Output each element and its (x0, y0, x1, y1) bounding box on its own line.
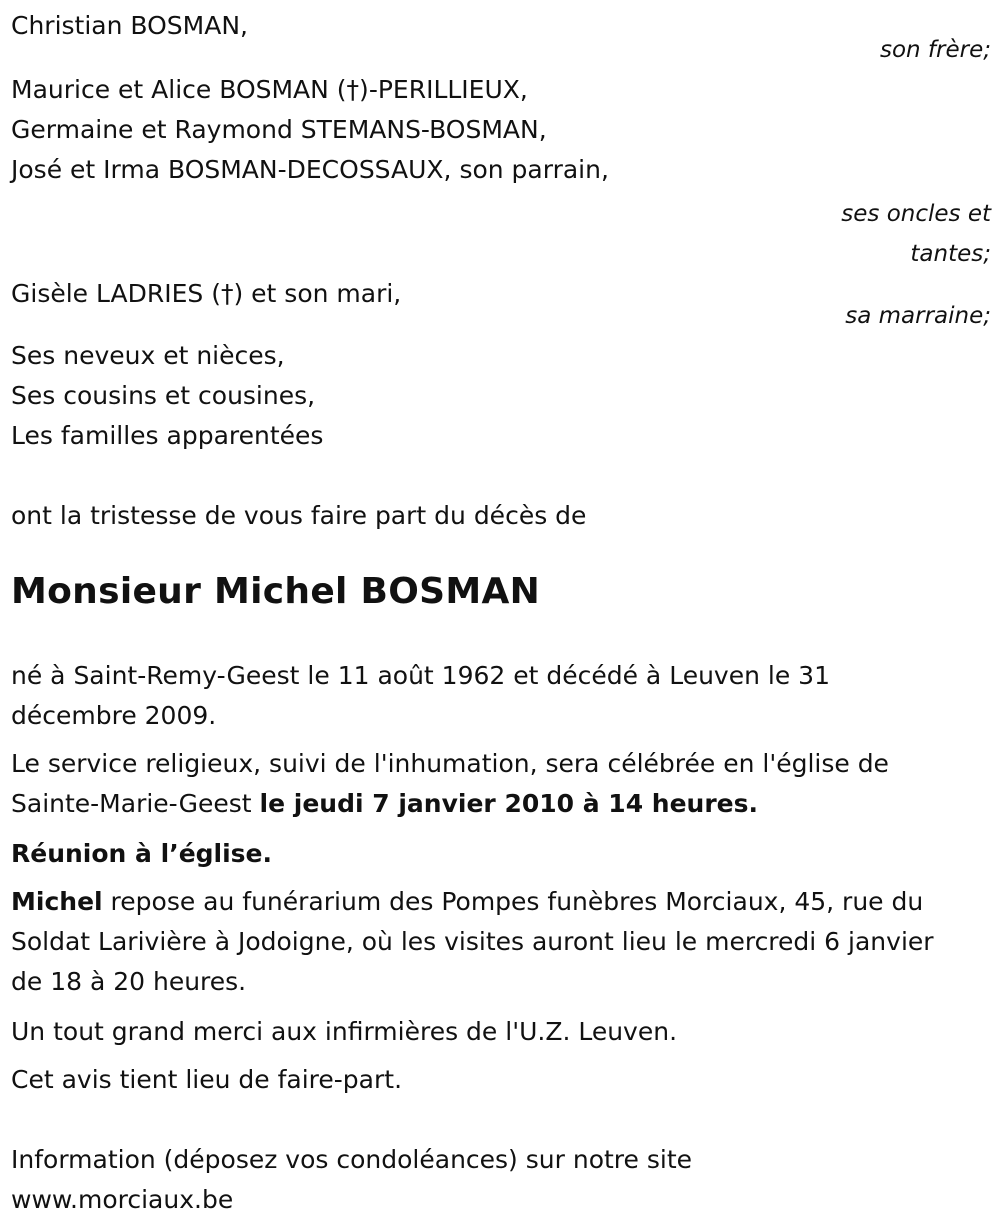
service-place: Sainte-Marie-Geest (11, 789, 260, 818)
uncles-role-line-1: ses oncles et (841, 201, 991, 227)
thanks: Un tout grand merci aux infirmières de l'U.Z. Leuven. (11, 1017, 678, 1046)
rest-line-1-text: repose au funérarium des Pompes funèbres Morciaux, 45, rue du (102, 887, 924, 916)
uncles-block (11, 70, 991, 190)
uncle-line-1: Maurice et Alice BOSMAN (†)-PERILLIEUX, (11, 75, 528, 104)
death-notice (11, 6, 991, 1220)
info-line-1: Information (déposez vos condoléances) sur notre site (11, 1145, 693, 1174)
others-line-2: Ses cousins et cousines, (11, 381, 316, 410)
godmother-name: Gisèle LADRIES (†) et son mari, (11, 279, 402, 308)
service (11, 744, 991, 824)
birth-death (11, 656, 991, 736)
service-datetime: le jeudi 7 janvier 2010 à 14 heures. (259, 789, 759, 818)
others-block (11, 336, 991, 456)
rest-line-2: Soldat Larivière à Jodoigne, où les visites auront lieu le mercredi 6 janvier (11, 927, 934, 956)
info-block (11, 1140, 991, 1220)
others-line-3: Les familles apparentées (11, 421, 324, 450)
uncles-role (11, 194, 991, 274)
brother-role: son frère; (879, 37, 991, 63)
uncle-line-2: Germaine et Raymond STEMANS-BOSMAN, (11, 115, 547, 144)
godmother-block (11, 274, 991, 336)
uncle-line-3: José et Irma BOSMAN-DECOSSAUX, son parrain, (11, 155, 609, 184)
service-line-1: Le service religieux, suivi de l'inhumation, sera célébrée en l'église de (11, 749, 889, 778)
brother-block (11, 6, 991, 54)
meeting: Réunion à l’église. (11, 839, 273, 868)
deceased-name: Monsieur Michel BOSMAN (11, 571, 541, 612)
birth-death-line-1: né à Saint-Remy-Geest le 11 août 1962 et décédé à Leuven le 31 (11, 661, 830, 690)
rest-name: Michel (11, 887, 103, 916)
announcement: ont la tristesse de vous faire part du décès de (11, 501, 587, 530)
rest-line-3: de 18 à 20 heures. (11, 967, 247, 996)
website-link[interactable]: www.morciaux.be (11, 1185, 234, 1214)
rest-block (11, 882, 991, 1002)
brother-name: Christian BOSMAN, (11, 11, 248, 40)
uncles-role-line-2: tantes; (910, 241, 991, 267)
service-line-2 (11, 784, 991, 824)
birth-death-line-2: décembre 2009. (11, 701, 217, 730)
rest-line-1 (11, 882, 991, 922)
others-line-1: Ses neveux et nièces, (11, 341, 285, 370)
godmother-role: sa marraine; (845, 303, 991, 329)
notice: Cet avis tient lieu de faire-part. (11, 1065, 403, 1094)
